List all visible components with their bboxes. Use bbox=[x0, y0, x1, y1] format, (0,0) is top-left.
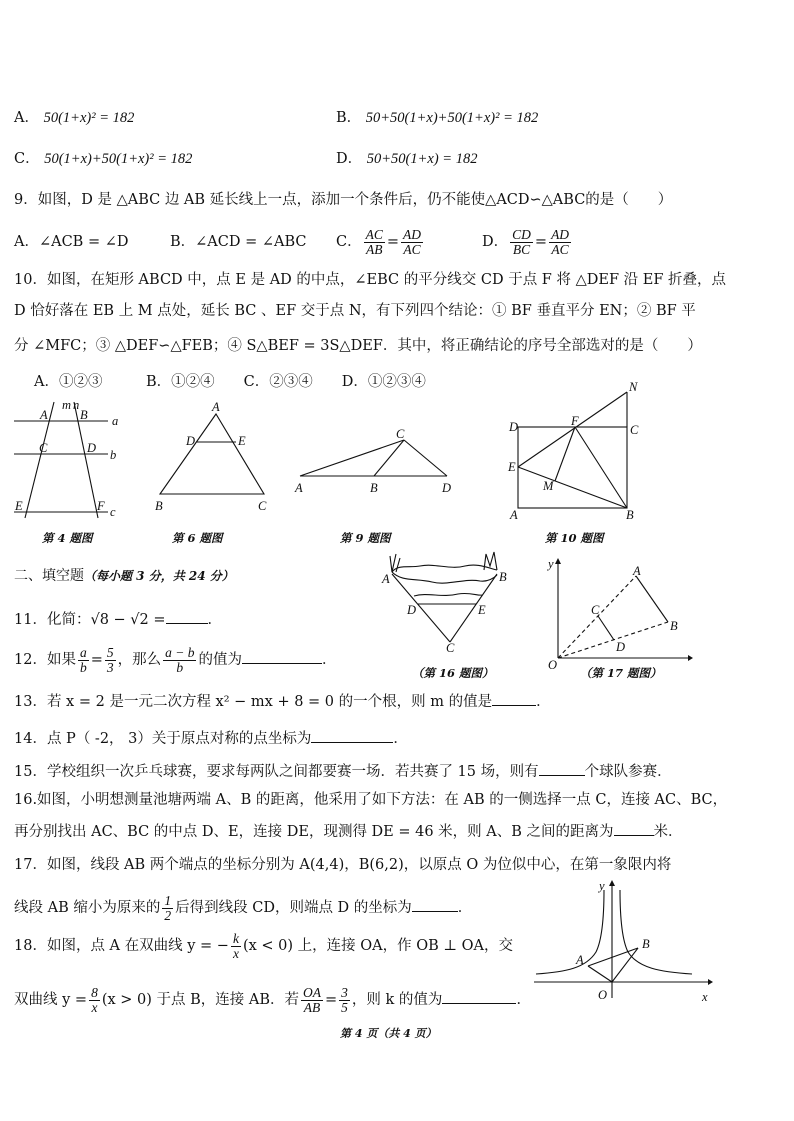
label-b: B bbox=[155, 499, 163, 513]
q13: 13．若 x = 2 是一元二次方程 x² − mx + 8 = 0 的一个根，则 m 的值是 ． bbox=[14, 690, 551, 712]
label-e: E bbox=[238, 434, 246, 448]
label-c: C bbox=[396, 427, 405, 441]
section-2-title bbox=[14, 565, 234, 585]
caption-fig16: （第 16 题图） bbox=[412, 666, 494, 680]
figure-16 bbox=[380, 548, 510, 653]
fraction: $\frac{a}{b}$ bbox=[79, 644, 87, 675]
q12: 12．如果 $\frac{a}{b}$ = $\frac{5}{3}$ ，那么 $\frac{a - b}{b}$ 的值为 ． bbox=[14, 644, 337, 675]
q8-option-b-label: B． bbox=[336, 110, 362, 126]
label-y: y bbox=[548, 557, 554, 571]
q17-line-2: 线段 AB 缩小为原来的 $\frac{1}{2}$ 后得到线段 CD，则端点 D 的坐标为 ． bbox=[14, 892, 473, 923]
answer-blank[interactable] bbox=[166, 608, 208, 624]
caption-fig6: 第 6 题图 bbox=[172, 531, 223, 545]
caption-fig4: 第 4 题图 bbox=[42, 531, 93, 545]
caption-fig17: （第 17 题图） bbox=[580, 666, 662, 680]
label-b: B bbox=[370, 481, 378, 495]
label-c: C bbox=[258, 499, 267, 513]
label-e: E bbox=[478, 603, 486, 617]
label-a: A bbox=[510, 508, 518, 522]
q8-option-a-label: A． bbox=[14, 110, 39, 126]
fraction: $\frac{AC}{AB}$ bbox=[365, 226, 383, 257]
fraction: $\frac{3}{5}$ bbox=[341, 984, 348, 1015]
q8-option-c-label: C． bbox=[14, 151, 40, 167]
fraction: $\frac{AD}{AC}$ bbox=[403, 226, 422, 257]
label-c: C bbox=[446, 641, 455, 655]
q11: 11．化简：√8 − √2 = ． bbox=[14, 608, 222, 630]
label-f-point: F bbox=[97, 499, 105, 513]
label-o: O bbox=[548, 658, 558, 672]
q8-option-d-expr: 50+50(1+x) = 182 bbox=[366, 151, 478, 167]
label-m: M bbox=[543, 479, 554, 493]
answer-blank[interactable] bbox=[311, 727, 393, 743]
figure-4 bbox=[12, 398, 132, 523]
label-a: A bbox=[212, 400, 220, 414]
answer-blank[interactable] bbox=[492, 690, 536, 706]
q15: 15．学校组织一次乒乓球赛，要求每两队之间都要赛一场．若共赛了 15 场，则有 个球队参赛． bbox=[14, 760, 672, 782]
figure-18 bbox=[530, 880, 720, 1005]
q8-option-b bbox=[336, 108, 538, 128]
q9-stem: 9．如图，D 是 △ABC 边 AB 延长线上一点，添加一个条件后，仍不能使△ACD∽△ABC的是（ ） bbox=[14, 192, 673, 208]
label-line-a: a bbox=[112, 414, 119, 428]
page-footer: 第 4 页（共 4 页） bbox=[340, 1027, 437, 1040]
label-b: B bbox=[670, 619, 678, 633]
label-line-c: c bbox=[110, 505, 116, 519]
caption-fig9: 第 9 题图 bbox=[340, 531, 391, 545]
label-d: D bbox=[186, 434, 196, 448]
q8-option-c-expr: 50(1+x)+50(1+x)² = 182 bbox=[44, 151, 193, 167]
q14: 14．点 P（ -2， 3）关于原点对称的点坐标为 ． bbox=[14, 727, 408, 749]
q8-option-d bbox=[336, 149, 477, 169]
fraction: $\frac{1}{2}$ bbox=[164, 892, 172, 923]
section-2-note: （每小题 3 分，共 24 分） bbox=[84, 569, 234, 583]
q9-option-c-label: C． bbox=[336, 234, 362, 250]
q9-option-c: C． $\frac{AC}{AB}$ = $\frac{AD}{AC}$ bbox=[336, 226, 422, 257]
q16-line-1: 16.如图，小明想测量池塘两端 A、B 的距离，他采用了如下方法：在 AB 的一侧选择一点 C，连接 AC、BC， bbox=[14, 792, 728, 808]
label-a: A bbox=[633, 564, 641, 578]
label-n: N bbox=[629, 380, 638, 394]
figure-10 bbox=[505, 378, 655, 523]
q16-line-2: 再分别找出 AC、BC 的中点 D、E，连接 DE，现测得 DE = 46 米，则 A、B 之间的距离为 米． bbox=[14, 820, 683, 842]
fraction: $\frac{5}{3}$ bbox=[106, 644, 114, 675]
label-e: E bbox=[508, 460, 516, 474]
q9-option-d-label: D． bbox=[482, 234, 509, 250]
q18-line-1: 18．如图，点 A 在双曲线 y = − $\frac{k}{x}$ (x < 0) 上，连接 OA，作 OB ⊥ OA，交 bbox=[14, 930, 513, 961]
figure-6 bbox=[152, 400, 272, 515]
answer-blank[interactable] bbox=[539, 760, 585, 776]
label-c-point: C bbox=[39, 441, 48, 455]
q18-line-2: 双曲线 y = $\frac{8}{x}$ (x > 0) 于点 B，连接 AB．若 $\frac{OA}{AB}$ = $\frac{3}{5}$ ，则 k 的值为 ． bbox=[14, 984, 531, 1015]
q9-option-b: B．∠ACD = ∠ABC bbox=[170, 234, 307, 250]
q10-line-3: 分 ∠MFC；③ △DEF∽△FEB；④ S△BEF = 3S△DEF．其中，将正确结论的序号全部选对的是（ ） bbox=[14, 338, 702, 354]
label-b: B bbox=[642, 937, 650, 951]
q10-line-1: 10．如图，在矩形 ABCD 中，点 E 是 AD 的中点，∠EBC 的平分线交 CD 于点 F 将 △DEF 沿 EF 折叠，点 bbox=[14, 272, 726, 288]
label-a: A bbox=[295, 481, 303, 495]
q9-option-a: A．∠ACB = ∠D bbox=[14, 234, 129, 250]
fraction: $\frac{8}{x}$ bbox=[91, 984, 98, 1015]
fraction: $\frac{CD}{BC}$ bbox=[512, 226, 531, 257]
label-d: D bbox=[509, 420, 519, 434]
q10-line-2: D 恰好落在 EB 上 M 点处，延长 BC 、EF 交于点 N，有下列四个结论：① BF 垂直平分 EN；② BF 平 bbox=[14, 303, 696, 319]
answer-blank[interactable] bbox=[614, 820, 654, 836]
q11-text: 11．化简：√8 − √2 = bbox=[14, 612, 166, 628]
fraction: $\frac{OA}{AB}$ bbox=[303, 984, 322, 1015]
label-y: y bbox=[599, 879, 605, 893]
answer-blank[interactable] bbox=[242, 648, 322, 664]
fraction: $\frac{k}{x}$ bbox=[232, 930, 239, 961]
label-a-point: A bbox=[40, 408, 48, 422]
q8-option-c bbox=[14, 149, 192, 169]
label-o: O bbox=[598, 988, 608, 1002]
label-d: D bbox=[616, 640, 626, 654]
q8-option-a bbox=[14, 108, 134, 128]
q9-option-d: D． $\frac{CD}{BC}$ = $\frac{AD}{AC}$ bbox=[482, 226, 570, 257]
fraction: $\frac{AD}{AC}$ bbox=[551, 226, 570, 257]
figure-9 bbox=[292, 420, 467, 500]
q8-option-d-label: D． bbox=[336, 151, 363, 167]
label-f: F bbox=[571, 414, 579, 428]
answer-blank[interactable] bbox=[412, 896, 458, 912]
label-line-b: b bbox=[110, 448, 117, 462]
label-b-point: B bbox=[80, 408, 88, 422]
label-b: B bbox=[626, 508, 634, 522]
label-a: A bbox=[382, 572, 390, 586]
label-c: C bbox=[630, 423, 639, 437]
label-e-point: E bbox=[15, 499, 23, 513]
q10-options: A．①②③ B．①②④ C．②③④ D．①②③④ bbox=[34, 374, 426, 390]
label-m: m bbox=[62, 398, 72, 412]
q8-option-a-expr: 50(1+x)² = 182 bbox=[43, 110, 135, 126]
label-d-point: D bbox=[87, 441, 97, 455]
label-c: C bbox=[591, 603, 600, 617]
answer-blank[interactable] bbox=[442, 988, 516, 1004]
q17-line-1: 17．如图，线段 AB 两个端点的坐标分别为 A(4,4)，B(6,2)，以原点 O 为位似中心，在第一象限内将 bbox=[14, 857, 672, 873]
label-a: A bbox=[576, 953, 584, 967]
label-d: D bbox=[442, 481, 452, 495]
label-b: B bbox=[499, 570, 507, 584]
caption-fig10: 第 10 题图 bbox=[545, 531, 604, 545]
q8-option-b-expr: 50+50(1+x)+50(1+x)² = 182 bbox=[365, 110, 539, 126]
label-n: n bbox=[73, 398, 80, 412]
section-2-heading: 二、填空题 bbox=[14, 568, 84, 584]
figure-17 bbox=[540, 557, 690, 672]
label-x: x bbox=[702, 990, 708, 1004]
label-d: D bbox=[407, 603, 417, 617]
fraction: $\frac{a - b}{b}$ bbox=[165, 644, 195, 675]
